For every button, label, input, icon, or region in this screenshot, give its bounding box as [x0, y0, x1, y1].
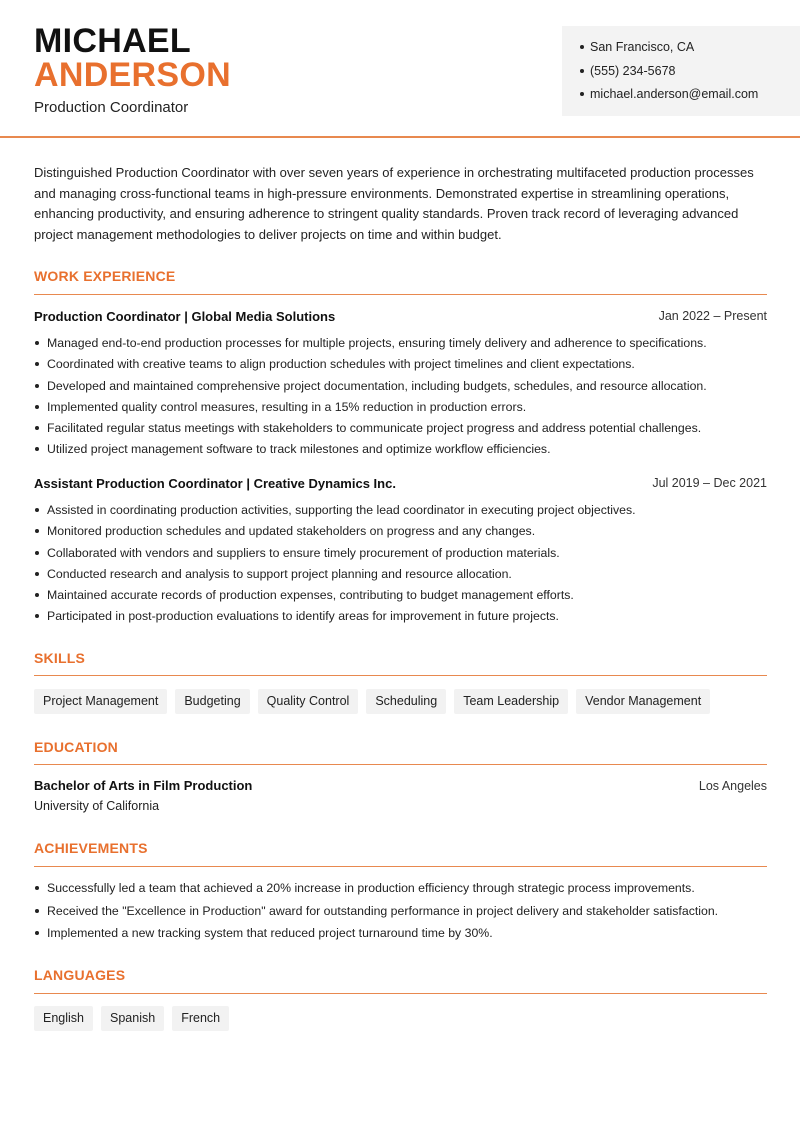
- section-rule: [34, 866, 767, 867]
- list-item: Assisted in coordinating production activities, supporting the lead coordinator in executing project objectives.: [34, 501, 767, 522]
- list-item: Received the "Excellence in Production" award for outstanding performance in project delivery and stakeholder satisfaction.: [34, 902, 767, 925]
- contact-location: San Francisco, CA: [562, 38, 800, 62]
- first-name: MICHAEL: [34, 22, 191, 60]
- list-item: Utilized project management software to track milestones and optimize workflow efficiencies.: [34, 440, 767, 461]
- resume-header: [0, 0, 800, 138]
- list-item: Successfully led a team that achieved a 20% increase in production efficiency through strategic process improvements.: [34, 879, 767, 902]
- list-item: Maintained accurate records of production expenses, contributing to budget management efforts.: [34, 586, 767, 607]
- education-school: University of California: [34, 799, 160, 813]
- summary: Distinguished Production Coordinator with over seven years of experience in orchestrating multifaceted production processes and managing cross-functional teams in high-pressure environments. Demonstrated expertise in streamlining operations, enhancing productivity, and ensuring adherence to stringent quality standards. Proven track record of leveraging advanced project management methodologies to deliver projects on time and within budget.: [34, 165, 754, 243]
- skill-chip: Budgeting: [175, 689, 249, 714]
- skills-list: [34, 689, 710, 714]
- skill-chip: Quality Control: [258, 689, 359, 714]
- job-entry: [34, 309, 767, 329]
- section-rule: [34, 675, 767, 676]
- section-title-skills: SKILLS: [34, 650, 85, 666]
- job-bullets: [34, 334, 767, 462]
- list-item: Collaborated with vendors and suppliers to ensure timely procurement of production materials.: [34, 544, 767, 565]
- section-rule: [34, 764, 767, 765]
- list-item: Monitored production schedules and updated stakeholders on progress and any changes.: [34, 522, 767, 543]
- contact-box: [562, 26, 800, 116]
- skill-chip: Team Leadership: [454, 689, 568, 714]
- job-dates: Jul 2019 – Dec 2021: [652, 476, 767, 490]
- section-title-languages: LANGUAGES: [34, 967, 126, 983]
- job-entry: [34, 476, 767, 496]
- contact-phone: (555) 234-5678: [562, 62, 800, 86]
- list-item: Implemented quality control measures, resulting in a 15% reduction in production errors.: [34, 398, 767, 419]
- education-degree: Bachelor of Arts in Film Production: [34, 778, 253, 793]
- list-item: Developed and maintained comprehensive project documentation, including budgets, schedules, and resource allocation.: [34, 377, 767, 398]
- language-chip: Spanish: [101, 1006, 164, 1031]
- list-item: Coordinated with creative teams to align production schedules with project timelines and client expectations.: [34, 355, 767, 376]
- list-item: Implemented a new tracking system that reduced project turnaround time by 30%.: [34, 924, 767, 947]
- section-title-education: EDUCATION: [34, 739, 118, 755]
- list-item: Conducted research and analysis to support project planning and resource allocation.: [34, 565, 767, 586]
- list-item: Participated in post-production evaluations to identify areas for improvement in future projects.: [34, 607, 767, 628]
- section-title-work: WORK EXPERIENCE: [34, 268, 176, 284]
- contact-email: michael.anderson@email.com: [562, 85, 800, 109]
- job-bullets: [34, 501, 767, 629]
- job-heading: Assistant Production Coordinator | Creative Dynamics Inc.: [34, 476, 396, 491]
- list-item: Facilitated regular status meetings with stakeholders to communicate project progress and address potential challenges.: [34, 419, 767, 440]
- section-rule: [34, 294, 767, 295]
- section-rule: [34, 993, 767, 994]
- job-heading: Production Coordinator | Global Media Solutions: [34, 309, 336, 324]
- language-chip: French: [172, 1006, 229, 1031]
- job-dates: Jan 2022 – Present: [658, 309, 767, 323]
- last-name: ANDERSON: [34, 56, 231, 94]
- achievements-list: [34, 879, 767, 947]
- skill-chip: Vendor Management: [576, 689, 710, 714]
- list-item: Managed end-to-end production processes for multiple projects, ensuring timely delivery and adherence to specifications.: [34, 334, 767, 355]
- skill-chip: Scheduling: [366, 689, 446, 714]
- languages-list: [34, 1006, 229, 1031]
- section-title-achievements: ACHIEVEMENTS: [34, 840, 148, 856]
- skill-chip: Project Management: [34, 689, 167, 714]
- education-location: Los Angeles: [698, 779, 767, 793]
- language-chip: English: [34, 1006, 93, 1031]
- job-title: Production Coordinator: [34, 99, 189, 116]
